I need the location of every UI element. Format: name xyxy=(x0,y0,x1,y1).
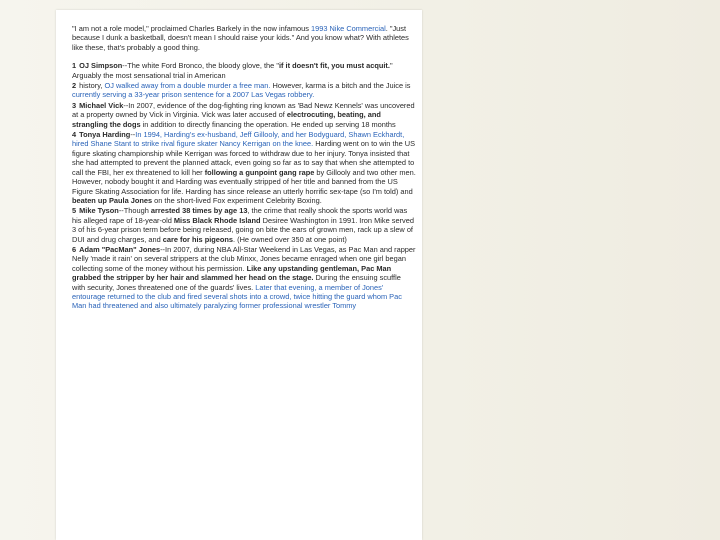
item-text: on the short-lived Fox experiment Celebrity Boxing. xyxy=(152,195,322,205)
item-number: 3 xyxy=(72,100,77,110)
item-text: . (He owned over 350 at one point) xyxy=(233,234,347,244)
item-bold-text: electrocuting, beating, and strangling the dogs xyxy=(72,110,381,129)
item-bold-text: following a gunpoint gang rape xyxy=(204,167,315,177)
item-number: 5 xyxy=(72,206,77,216)
item-text: " Arguably the most sensational trial in American xyxy=(72,61,393,80)
item-text: In 2007, during NBA All-Star Weekend in Las Vegas, as Pac Man and rapper Nelly 'made it rain' on several strippers at the club Minxx, Jones became enraged when one girl began collecting some of the money without his permission. xyxy=(72,244,416,273)
item-text: Harding went on to win the US figure skating championship while Kerrigan was forced to withdraw due to her injury. Tonya insisted that she had attempted to prevent the planned attack, even going so far as to say that when she attempted to call the FBI, her ex threatened to kill her xyxy=(72,139,416,177)
item-number: 2 xyxy=(72,81,77,91)
item-bold-text: arrested 38 times by age 13 xyxy=(150,206,248,216)
document-page xyxy=(56,10,422,540)
list-item-adam-jones xyxy=(72,245,416,311)
oj-acquittal-link[interactable]: OJ walked away from a double murder a free man. xyxy=(104,81,271,91)
item-name: Michael Vick xyxy=(79,100,124,110)
item-name: Adam "PacMan" Jones xyxy=(79,244,161,254)
item-text: However, karma is a bitch and the Juice is xyxy=(270,81,411,91)
item-bold-text: care for his pigeons xyxy=(162,234,234,244)
intro-text-2: . "Just because I dunk a basketball, doesn't mean I should raise your kids." And you know what? With athletes like these, that's probably a good thing. xyxy=(72,24,409,52)
item-text: Though xyxy=(123,206,151,216)
item-text: During the ensuing scuffle with security, Jones threatened one of the guards' lives. xyxy=(72,273,401,292)
item-bold-text: Miss Black Rhode Island xyxy=(173,215,261,225)
item-separator: -- xyxy=(122,61,128,71)
intro-text-1: "I am not a role model," proclaimed Charles Barkely in the now infamous xyxy=(72,24,311,33)
item-text: history, xyxy=(79,81,105,91)
item-text: in addition to directly financing the operation. He ended up serving 18 months xyxy=(140,119,396,129)
oj-prison-link[interactable]: currently serving a 33-year prison sentence for a 2007 Las Vegas robbery. xyxy=(72,90,315,100)
item-name: Mike Tyson xyxy=(79,206,119,216)
list-item-oj-history xyxy=(72,81,416,100)
item-text: Desiree Washington in 1991. Iron Mike served 3 of his 6-year prison term before being released, going on bite the ears of grown men, rack up a slew of DUI and drug charges, and xyxy=(72,215,414,244)
jones-shooting-link[interactable]: Later that evening, a member of Jones' entourage returned to the club and fired several shots into a crowd, twice hitting the guard whom Pac Man had threatened and also ultimately paralyzing former professional wrestler Tommy xyxy=(72,282,402,311)
item-bold-text: beaten up Paula Jones xyxy=(72,195,153,205)
item-number: 6 xyxy=(72,244,77,254)
list-item-oj-simpson xyxy=(72,61,416,80)
item-name: OJ Simpson xyxy=(79,61,123,71)
intro-paragraph xyxy=(72,24,416,52)
item-bold-text: Like any upstanding gentleman, Pac Man grabbed the stripper by her hair and slammed her head on the stage. xyxy=(72,263,392,283)
list-item-michael-vick xyxy=(72,101,416,129)
document-content xyxy=(72,24,416,312)
item-separator: -- xyxy=(130,130,136,140)
item-text: , the crime that really shook the sports world was his alleged rape of 18-year-old xyxy=(72,206,408,225)
item-text: The white Ford Bronco, the bloody glove, the " xyxy=(127,61,279,71)
item-text: In 2007, evidence of the dog-fighting ring known as 'Bad Newz Kennels' was uncovered at a property owned by Vick in Virginia. Vick was later accused of xyxy=(72,100,415,120)
item-separator: -- xyxy=(118,206,124,216)
item-number: 4 xyxy=(72,130,77,140)
item-name: Tonya Harding xyxy=(79,130,131,140)
item-number: 1 xyxy=(72,61,77,71)
harding-attack-link[interactable]: In 1994, Harding's ex-husband, Jeff Gillooly, and her Bodyguard, Shawn Eckhardt, hired Shane Stant to strike rival figure skater Nancy Kerrigan on the knee. xyxy=(72,130,405,149)
item-separator: -- xyxy=(160,244,166,254)
item-separator: -- xyxy=(123,100,129,110)
nike-commercial-link[interactable]: 1993 Nike Commercial xyxy=(310,24,386,33)
item-bold-text: if it doesn't fit, you must acquit. xyxy=(278,61,390,71)
item-text: by Gillooly and two other men. However, nobody bought it and Harding was eventually stripped of her title and banned from the US Figure Skating Association for life. Harding has since release an utterly horrific sex-tape (so I'm told) and xyxy=(72,167,416,196)
list-item-tonya-harding xyxy=(72,130,416,205)
list-item-mike-tyson xyxy=(72,206,416,244)
